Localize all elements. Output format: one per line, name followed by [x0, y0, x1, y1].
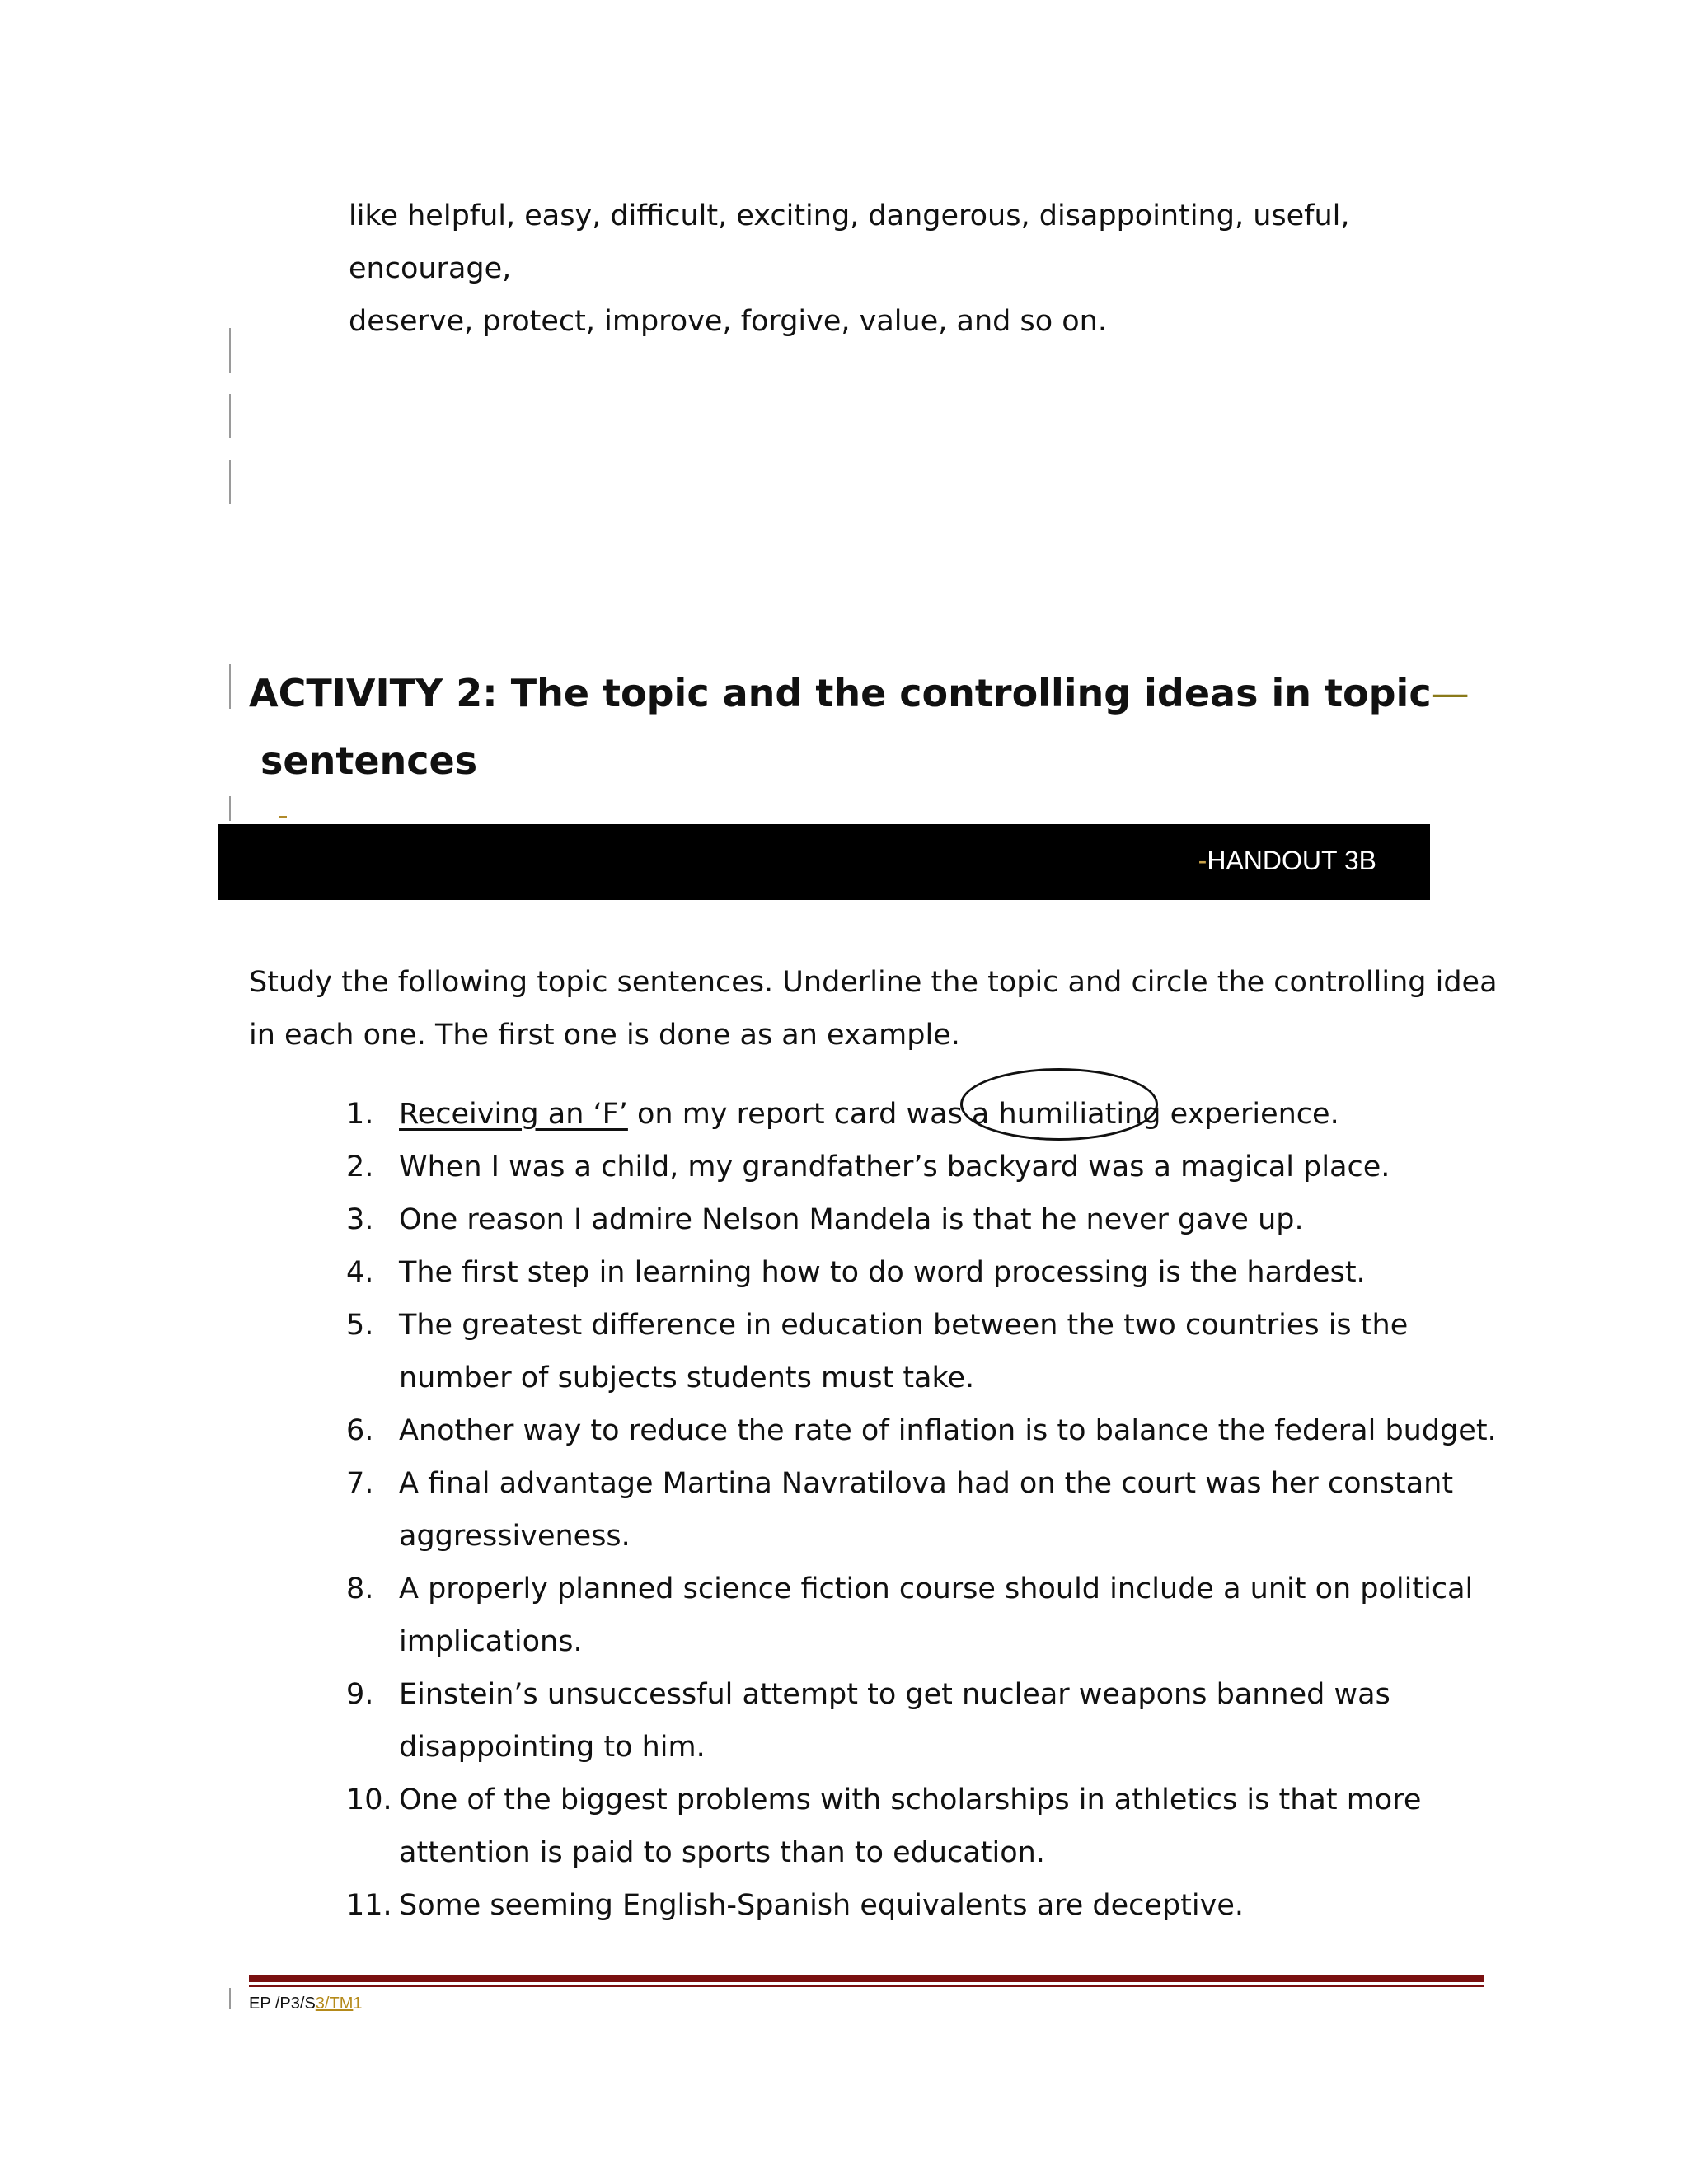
list-item [346, 1563, 1517, 1668]
list-item [346, 1088, 1517, 1141]
sentence-text: When I was a child, my grandfather’s backyard was a magical place. [399, 1151, 1390, 1183]
underlined-topic: Receiving an ‘F’ [399, 1098, 628, 1131]
sentence-text: Another way to reduce the rate of inflation is to balance the federal budget. [399, 1414, 1497, 1447]
list-item [346, 1299, 1517, 1404]
footer-deleted: 1 [353, 1994, 363, 2013]
tracked-dash: — [1431, 671, 1470, 715]
footer-rule [249, 1975, 1484, 1982]
list-item [346, 1668, 1517, 1774]
list-item [346, 1457, 1517, 1563]
list-number: 10. [346, 1783, 392, 1816]
activity-title-line-2: sentences [260, 738, 478, 783]
intro-line-2: deserve, protect, improve, forgive, value, and so on. [349, 305, 1107, 338]
list-item [346, 1774, 1517, 1879]
list-number: 5. [346, 1309, 374, 1342]
controlling-idea: humiliating [998, 1098, 1161, 1131]
list-number: 3. [346, 1203, 374, 1236]
handout-label [1198, 839, 1376, 882]
change-bar [229, 460, 231, 504]
list-number: 4. [346, 1256, 374, 1289]
list-number: 2. [346, 1151, 374, 1183]
change-bar [229, 796, 231, 821]
list-item [346, 1404, 1517, 1457]
example-end: experience. [1160, 1098, 1339, 1131]
intro-line-1: like helpful, easy, difficult, exciting, dangerous, disappointing, useful, encourage, [349, 199, 1350, 285]
instructions-paragraph: Study the following topic sentences. Underline the topic and circle the controlling idea in each one. The first one is done as an example. [249, 966, 1498, 1052]
list-number: 8. [346, 1572, 374, 1605]
footer-inserted: 3/TM [315, 1994, 354, 2013]
list-number: 9. [346, 1678, 374, 1711]
activity-title-line-1: ACTIVITY 2: The topic and the controlling ideas in topic [249, 671, 1432, 715]
change-bar [229, 328, 231, 373]
banner-tick: - [1198, 846, 1207, 875]
handout-label-text: HANDOUT 3B [1207, 846, 1376, 875]
list-number: 11. [346, 1889, 392, 1922]
list-number: 7. [346, 1467, 374, 1500]
sentence-text: Einstein’s unsuccessful attempt to get nuclear weapons banned was disappointing to him. [399, 1678, 1390, 1764]
sentence-text: The greatest difference in education between the two countries is the number of subjects students must take. [399, 1309, 1409, 1394]
sentence-text: The first step in learning how to do word processing is the hardest. [399, 1256, 1366, 1289]
activity-heading [249, 659, 1485, 794]
list-item [346, 1193, 1517, 1246]
sentence-text: Some seeming English-Spanish equivalents are deceptive. [399, 1889, 1244, 1922]
sentence-text: One reason I admire Nelson Mandela is that he never gave up. [399, 1203, 1304, 1236]
intro-paragraph [349, 190, 1519, 348]
list-number: 1. [346, 1098, 374, 1131]
list-item [346, 1879, 1517, 1932]
handout-banner [218, 824, 1430, 900]
list-number: 6. [346, 1414, 374, 1447]
footer-code [249, 1993, 362, 2014]
sentence-text: A final advantage Martina Navratilova had on the court was her constant aggressiveness. [399, 1467, 1454, 1553]
topic-sentence-list [346, 1088, 1517, 1932]
change-bar [229, 1988, 231, 2009]
change-bar [229, 394, 231, 438]
tracked-change-mark [279, 816, 287, 818]
footer-prefix: EP /P3/S [249, 1994, 316, 2013]
change-bar [229, 664, 231, 709]
sentence-text: One of the biggest problems with scholarships in athletics is that more attention is paid to sports than to education. [399, 1783, 1422, 1869]
sentence-text: A properly planned science fiction course should include a unit on political implications. [399, 1572, 1474, 1658]
list-item [346, 1141, 1517, 1193]
footer-rule-thin [249, 1985, 1484, 1987]
list-item [346, 1246, 1517, 1299]
example-middle: on my report card was a [627, 1098, 999, 1131]
